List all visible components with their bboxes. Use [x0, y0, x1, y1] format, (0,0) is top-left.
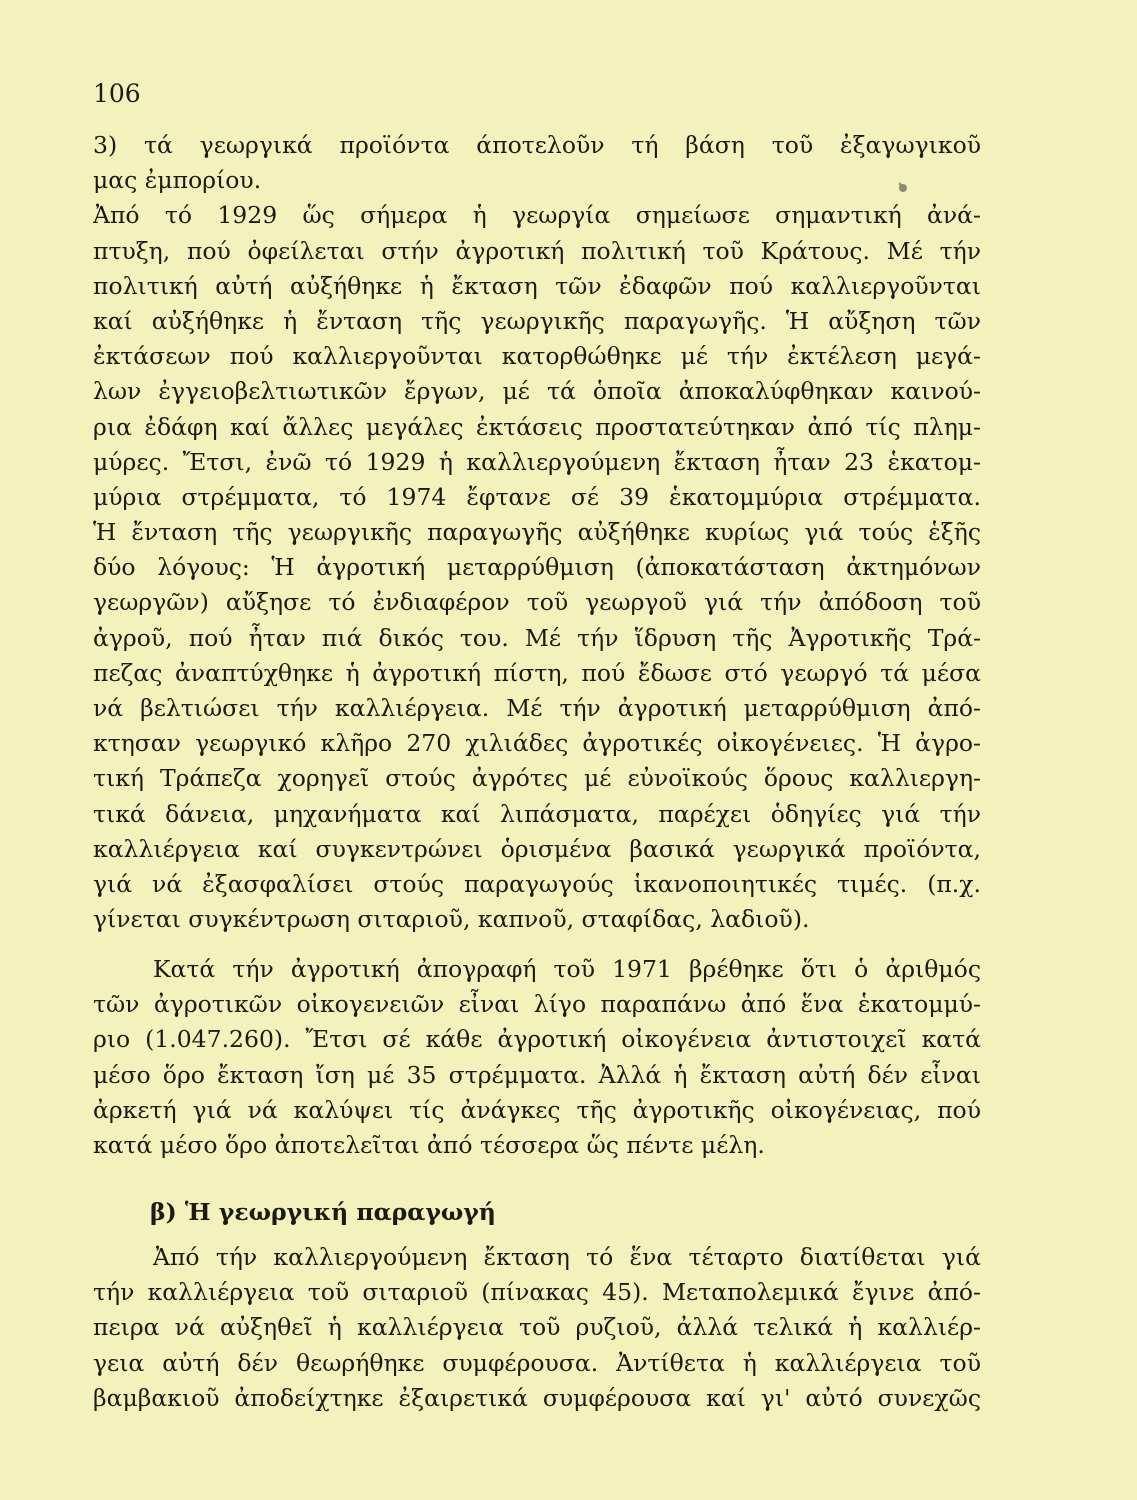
section-heading: β) Ἡ γεωργική παραγωγή — [150, 1198, 496, 1226]
text-line: καλλιέργεια καί συγκεντρώνει ὁρισμένα βασικά γεωργικά προϊόντα, — [93, 834, 981, 863]
text-line: νά βελτιώσει τήν καλλιέργεια. Μέ τήν ἀγροτική μεταρρύθμιση ἀπό- — [93, 694, 981, 722]
text-line: ριο (1.047.260). Ἔτσι σέ κάθε ἀγροτική οἰκογένεια ἀντιστοιχεῖ κατά — [93, 1025, 981, 1054]
text-line: τήν καλλιέργεια τοῦ σιταριοῦ (πίνακας 45). Μεταπολεμικά ἔγινε ἀπό- — [93, 1278, 981, 1307]
text-line: καί αὐξήθηκε ἡ ἔνταση τῆς γεωργικῆς παραγωγῆς. Ἡ αὔξηση τῶν — [93, 306, 981, 335]
text-line: ἀρκετή γιά νά καλύψει τίς ἀνάγκες τῆς ἀγροτικῆς οἰκογένειας, πού — [93, 1095, 981, 1124]
text-line: πεζας ἀναπτύχθηκε ἡ ἀγροτική πίστη, πού ἔδωσε στό γεωργό τά μέσα — [93, 658, 981, 687]
paragraph-census — [93, 952, 981, 1163]
text-line: μέσο ὅρο ἔκταση ἴση μέ 35 στρέμματα. Ἀλλά ἡ ἔκταση αὐτή δέν εἶναι — [93, 1060, 981, 1089]
text-line: ἀγροῦ, πού ἦταν πιά δικός του. Μέ τήν ἵδρυση τῆς Ἀγροτικῆς Τρά- — [93, 623, 981, 652]
text-line: δύο λόγους: Ἡ ἀγροτική μεταρρύθμιση (ἀποκατάσταση ἀκτημόνων — [93, 553, 981, 582]
text-line: κτησαν γεωργικό κλῆρο 270 χιλιάδες ἀγροτικές οἰκογένειες. Ἡ ἀγρο- — [93, 729, 981, 758]
text-line: πολιτική αὐτή αὐξήθηκε ἡ ἔκταση τῶν ἐδαφῶν πού καλλιεργοῦνται — [93, 271, 981, 300]
text-line: γεια αὐτή δέν θεωρήθηκε συμφέρουσα. Ἀντίθετα ἡ καλλιέργεια τοῦ — [93, 1348, 981, 1377]
text-line: Ἀπό τό 1929 ὥς σήμερα ἡ γεωργία σημείωσε σημαντική ἀνά- — [93, 201, 981, 230]
text-line: γεωργῶν) αὔξησε τό ἐνδιαφέρον τοῦ γεωργοῦ γιά τήν ἀπόδοση τοῦ — [93, 588, 981, 617]
text-line: ρια ἐδάφη καί ἄλλες μεγάλες ἐκτάσεις προστατεύτηκαν ἀπό τίς πλημ- — [93, 412, 981, 441]
text-line: βαμβακιοῦ ἀποδείχτηκε ἐξαιρετικά συμφέρουσα καί γι' αὐτό συνεχῶς — [93, 1383, 981, 1412]
text-line: 3) τά γεωργικά προϊόντα άποτελοῦν τή βάση τοῦ ἐξαγωγικοῦ — [93, 131, 981, 159]
text-line: μύρες. Ἔτσι, ἐνῶ τό 1929 ἡ καλλιεργούμενη ἔκταση ἦταν 23 ἑκατομ- — [93, 447, 981, 476]
text-line: πτυξη, πού ὀφείλεται στήν ἀγροτική πολιτική τοῦ Κράτους. Μέ τήν — [93, 236, 981, 265]
text-line: λων ἐγγειοβελτιωτικῶν ἔργων, μέ τά ὁποῖα ἀποκαλύφθηκαν καινού- — [93, 377, 981, 406]
text-line: Ἀπό τήν καλλιεργούμενη ἔκταση τό ἕνα τέταρτο διατίθεται γιά — [153, 1243, 981, 1271]
text-line: γιά νά ἐξασφαλίσει στούς παραγωγούς ἱκανοποιητικές τιμές. (π.χ. — [93, 869, 981, 898]
text-line: τική Τράπεζα χορηγεῖ στούς ἀγρότες μέ εὐνοϊκούς ὅρους καλλιεργη- — [93, 764, 981, 793]
text-line: τικά δάνεια, μηχανήματα καί λιπάσματα, παρέχει ὁδηγίες γιά τήν — [93, 799, 981, 828]
text-line: γίνεται συγκέντρωση σιταριοῦ, καπνοῦ, σταφίδας, λαδιοῦ). — [93, 905, 810, 934]
text-line: πειρα νά αὐξηθεῖ ἡ καλλιέργεια τοῦ ρυζιοῦ, ἀλλά τελικά ἡ καλλιέρ- — [93, 1313, 981, 1342]
paragraph-intro — [93, 128, 981, 937]
text-line: κατά μέσο ὅρο ἀποτελεῖται ἀπό τέσσερα ὥς πέντε μέλη. — [93, 1130, 765, 1159]
text-line: μύρια στρέμματα, τό 1974 ἔφτανε σέ 39 ἑκατομμύρια στρέμματα. — [93, 482, 981, 511]
page-number: 106 — [93, 79, 141, 108]
text-line: Ἡ ἔνταση τῆς γεωργικῆς παραγωγῆς αὐξήθηκε κυρίως γιά τούς ἑξῆς — [93, 518, 981, 547]
text-line: τῶν ἀγροτικῶν οἰκογενειῶν εἶναι λίγο παραπάνω ἀπό ἕνα ἑκατομμύ- — [93, 990, 981, 1019]
text-line: Κατά τήν ἀγροτική ἀπογραφή τοῦ 1971 βρέθηκε ὅτι ὁ ἀριθμός — [153, 955, 981, 983]
paragraph-production — [93, 1240, 981, 1416]
text-line: ἐκτάσεων πού καλλιεργοῦνται κατορθώθηκε μέ τήν ἐκτέλεση μεγά- — [93, 342, 981, 371]
text-line: μας ἐμπορίου. — [93, 166, 262, 195]
